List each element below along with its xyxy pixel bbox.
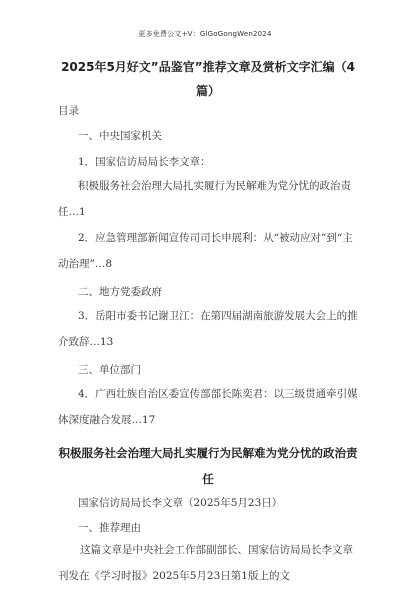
toc-section-1: 一、中央国家机关 <box>78 130 162 142</box>
toc-item-3: 3．岳阳市委书记谢卫江：在第四届湖南旅游发展大会上的推介致辞…13 <box>58 310 358 348</box>
toc-section-3: 三、单位部门 <box>78 364 141 376</box>
toc-item-2: 2．应急管理部新闻宣传司司长申展利：从“被动应对”到“主动治理”…8 <box>58 232 353 270</box>
toc-item-4: 4．广西壮族自治区委宣传部部长陈奕君：以三级贯通牵引媒体深度融合发展…17 <box>58 388 358 426</box>
article-byline: 国家信访局局长李文章（2025年5月23日） <box>78 497 283 509</box>
toc-item-1-title: 积极服务社会治理大局扎实履行为民解难为党分忧的政治责任…1 <box>58 180 351 218</box>
watermark-text: 更多免费公文+V：GlGoGongWen2024 <box>138 30 272 38</box>
article-title: 积极服务社会治理大局扎实履行为民解难为党分忧的政治责任 <box>58 446 358 486</box>
document-title: 2025年5月好文”品鉴官”推荐文章及赏析文字汇编（4篇） <box>61 60 355 98</box>
toc-section-2: 二、地方党委政府 <box>78 286 162 298</box>
article-paragraph: 这篇文章是中央社会工作部副部长、国家信访局局长李文章刊发在《学习时报》2025年5月23日第1版上的文 <box>58 544 354 582</box>
toc-heading: 目录 <box>58 105 79 117</box>
article-section-heading: 一、推荐理由 <box>78 522 141 534</box>
toc-item-1: 1．国家信访局局长李文章： <box>78 156 211 168</box>
